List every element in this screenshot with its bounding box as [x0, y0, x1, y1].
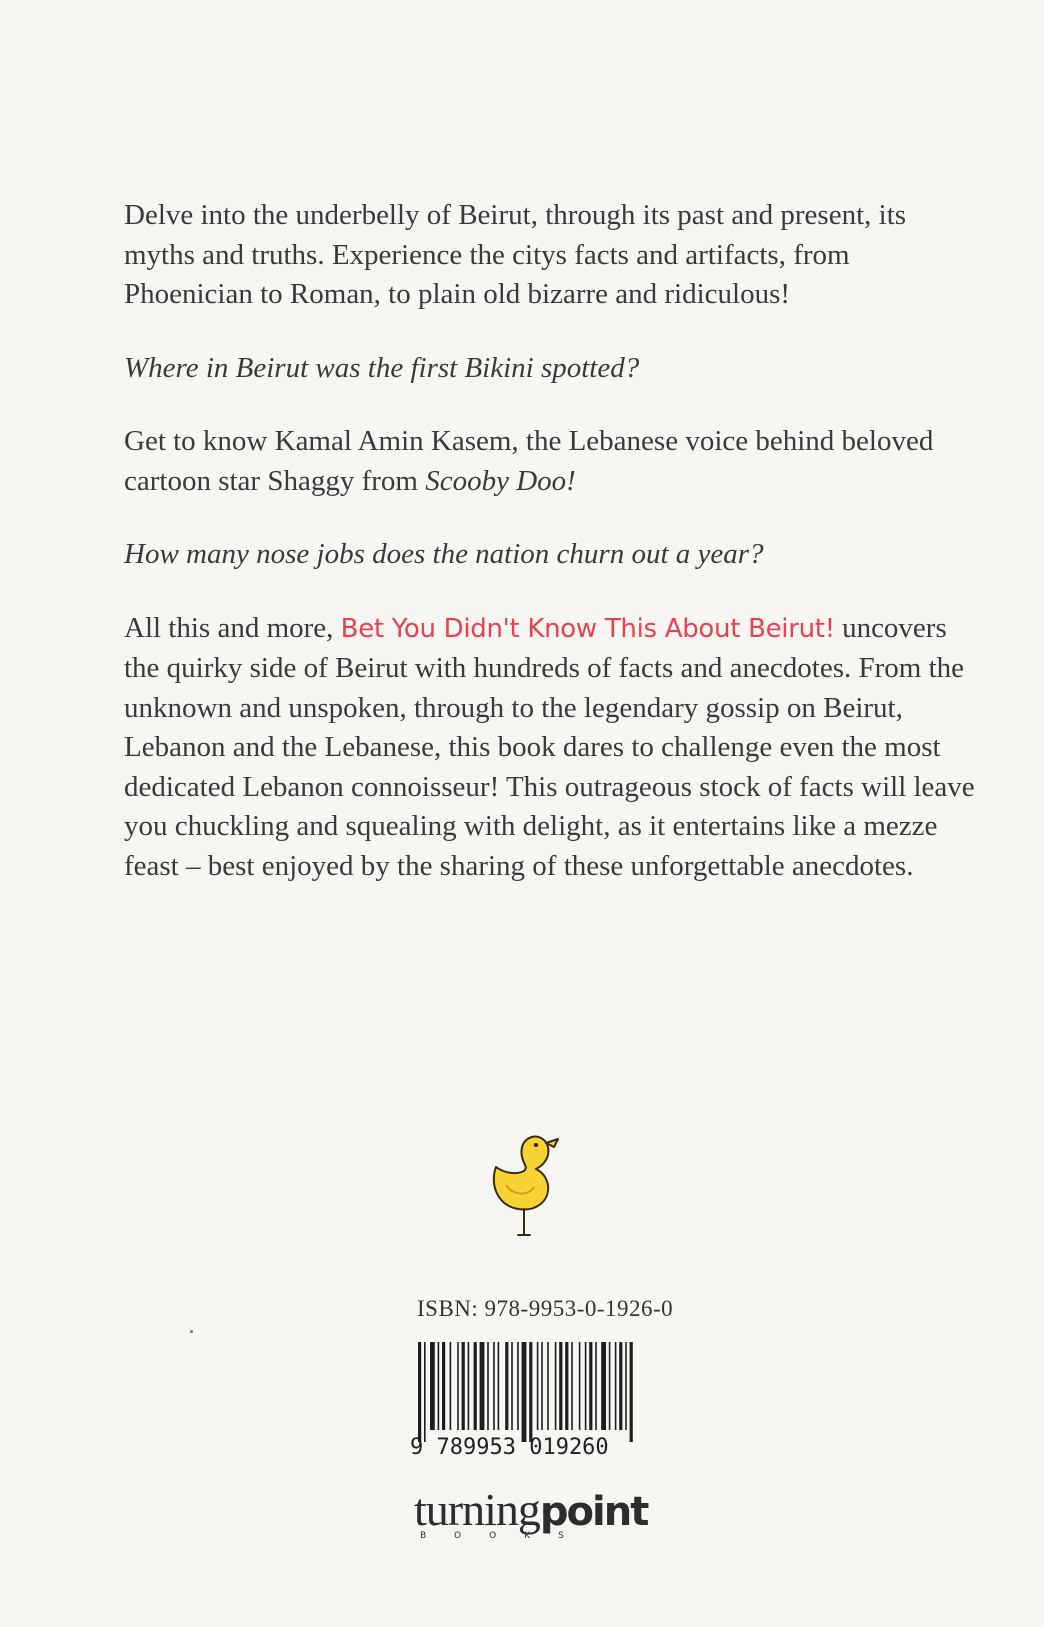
barcode-bar	[559, 1342, 562, 1430]
barcode-bar	[630, 1342, 633, 1442]
barcode-bar	[589, 1342, 592, 1430]
barcode-bar	[565, 1342, 568, 1430]
print-speck	[190, 1330, 193, 1333]
barcode-bar	[571, 1342, 573, 1430]
barcode-bar	[493, 1342, 495, 1430]
publisher-name-light: turning	[414, 1484, 540, 1535]
barcode-bar	[487, 1342, 489, 1430]
barcode-bar	[418, 1342, 421, 1442]
publisher-subline: BOOKS	[420, 1531, 592, 1541]
blurb-summary-start: All this and more,	[124, 611, 341, 644]
barcode-bar	[541, 1342, 543, 1430]
barcode-bar	[579, 1342, 581, 1430]
barcode-bar	[595, 1342, 597, 1430]
blurb-shaggy	[124, 422, 984, 501]
book-title: Bet You Didn't Know This About Beirut!	[340, 613, 835, 644]
barcode-bar	[474, 1342, 477, 1430]
publisher-logo	[414, 1484, 684, 1557]
barcode-bar	[511, 1342, 513, 1430]
barcode-digits: 9 789953 019260	[410, 1435, 609, 1460]
barcode-bar	[619, 1342, 622, 1430]
barcode-bar	[450, 1342, 452, 1430]
barcode-bar	[609, 1342, 611, 1430]
scooby-doo-title: Scooby Doo!	[425, 464, 576, 497]
barcode-bar	[615, 1342, 617, 1430]
barcode-bar	[430, 1342, 435, 1430]
barcode-bar	[457, 1342, 459, 1430]
barcode-graphic	[410, 1342, 670, 1460]
barcode-bar	[442, 1342, 445, 1430]
barcode-bar	[585, 1342, 587, 1430]
barcode-bar	[498, 1342, 500, 1430]
barcode-bar	[517, 1342, 519, 1430]
barcode-bar	[468, 1342, 470, 1430]
barcode-bar	[505, 1342, 508, 1430]
barcode-bar	[547, 1342, 549, 1430]
blurb-question-nose-jobs: How many nose jobs does the nation churn out a year?	[124, 538, 764, 570]
blurb-intro: Delve into the underbelly of Beirut, through its past and present, its myths and truths. Experience the citys facts and artifacts, from Phoenician to Roman, to plain old bizarre and ridiculous!	[124, 199, 907, 310]
blurb-summary-rest: uncovers the quirky side of Beirut with hundreds of facts and anecdotes. From the unknown and unspoken, through to the legendary gossip on Beirut, Lebanon and the Lebanese, this book dares to challenge even the most dedicated Lebanon connoisseur! This outrageous stock of facts will leave you chuckling and squealing with delight, as it entertains like a mezze feast – best enjoyed by the sharing of these unforgettable anecdotes.	[124, 611, 975, 882]
barcode-bar	[438, 1342, 440, 1430]
barcode-bar	[529, 1342, 532, 1442]
barcode-bar	[424, 1342, 426, 1442]
barcode-bar	[537, 1342, 539, 1430]
barcode-bar	[625, 1342, 627, 1430]
barcode-bar	[480, 1342, 485, 1430]
barcode-bar	[462, 1342, 465, 1430]
blurb	[124, 196, 984, 920]
publisher-name-bold: point	[539, 1489, 648, 1535]
blurb-question-bikini: Where in Beirut was the first Bikini spotted?	[124, 351, 640, 384]
barcode	[410, 1342, 670, 1460]
barcode-bar	[555, 1342, 557, 1430]
blurb-summary	[124, 609, 984, 887]
barcode-bar	[601, 1342, 606, 1430]
publisher-name	[414, 1484, 684, 1535]
blurb-shaggy-text: Get to know Kamal Amin Kasem, the Lebanese voice behind beloved cartoon star Shaggy from	[124, 425, 934, 497]
duck-icon	[488, 1135, 598, 1255]
isbn-label: ISBN: 978-9953-0-1926-0	[417, 1296, 674, 1321]
duck-illustration	[488, 1135, 598, 1255]
barcode-bar	[522, 1342, 527, 1442]
